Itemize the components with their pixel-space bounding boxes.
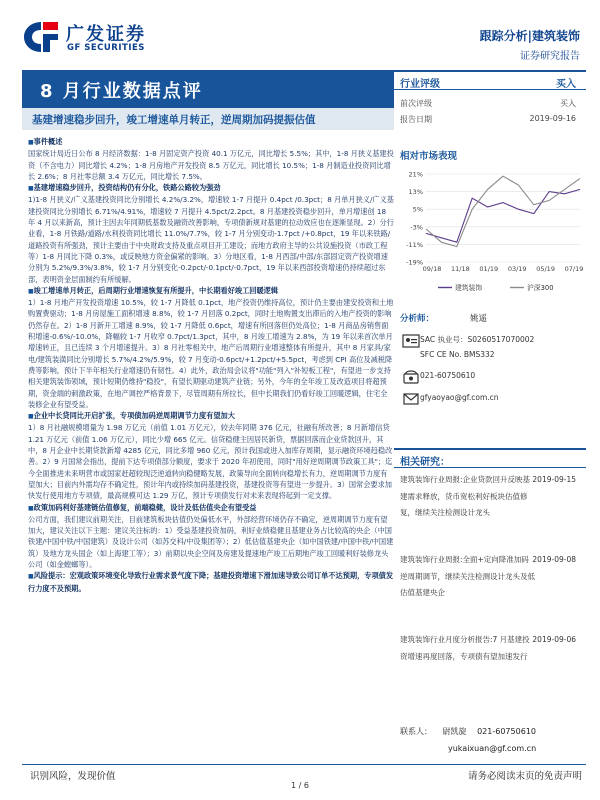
footer-slogan: 识别风险，发现价值: [30, 771, 116, 782]
x-tick-label: 01/19: [479, 265, 499, 273]
report-title: 8 月行业数据点评: [40, 81, 203, 102]
related-item[interactable]: [400, 472, 582, 522]
chart-svg: [394, 166, 586, 300]
related-item-title: 建筑装饰行业周报:企业贷款回升反映基建需求释放，货币宽松利好板块估值修复，继续关注检测设计龙头: [400, 475, 531, 517]
section-heading: ■ 竣工增速单月转正，后周期行业增速恢复有所提升，中长期看好竣工回暖逻辑: [28, 285, 394, 297]
related-item[interactable]: [400, 632, 582, 665]
gf-logo-mark-icon: [22, 20, 60, 54]
page-number: 1 / 6: [291, 781, 309, 790]
rating-header: [394, 70, 586, 90]
related-item-date: 2019-09-15: [532, 475, 576, 484]
contact-email[interactable]: yukaixuan@gf.com.cn: [448, 744, 537, 753]
analyst-block: [394, 306, 586, 456]
chart-title: 相对市场表现: [400, 151, 458, 162]
related-item-date: 2019-09-06: [532, 635, 576, 644]
x-tick-label: 07/19: [564, 265, 584, 273]
email-icon: [402, 390, 420, 408]
related-header: [394, 448, 586, 468]
analyst-label: 分析师：: [400, 314, 435, 324]
body-paragraph: 1）8 月社融规模增量为 1.98 万亿元（前值 1.01 万亿元），较去年同期 376 亿元，社融有所改善；8 月新增信贷 1.21 万亿元（前值 1.06 万亿元），同比少增 665 亿元。信贷稳健主因居民新贷，票据回落而企业贷款回升，其中，8 月企业中长期贷款新增 4285 亿元，同比多增 960 亿元，预计我国或进入加库存周期，显示融资环境趋稳改善。2）9 月国常会指出，提前下达专项债部分额度，要求于 2020 年初使用，同时"用好逆周期调节政策工具"；迄今全面推进未来明营市或国家赶超较现泛逆道转向稳健略发展，政策导向全面转向稳增长有力，逆周期调节力度有望加大；目前内外需均存不确定性，预计年内或持续加码基建投资，基建投资等有望进一步提升。3）国常会要求加快发行使用地方专项债，最高规模可达 1.29 万亿，预计专项债发行对未来表现将起到一定支撑。: [28, 423, 393, 501]
y-tick-label: 5%: [412, 205, 423, 214]
section-heading: ■ 事件概述: [28, 136, 394, 148]
sfc-number: SFC CE No. BMS332: [420, 350, 495, 359]
title-band: [22, 70, 394, 108]
y-tick-label: -3%: [410, 223, 423, 232]
contact-block: [400, 726, 586, 737]
report-date-label: 报告日期: [400, 115, 432, 124]
y-tick-label: -19%: [406, 258, 423, 267]
prev-rating-label: 前次评级: [400, 99, 432, 108]
x-tick-label: 05/19: [536, 265, 555, 273]
logo-en-text: GF SECURITIES: [67, 43, 145, 53]
rating-label: 行业评级: [400, 79, 440, 90]
report-category: 跟踪分析|建筑装饰: [479, 29, 580, 43]
phone-icon: [402, 368, 420, 386]
analyst-email[interactable]: gfyaoyao@gf.com.cn: [420, 393, 499, 402]
analyst-phone: 021-60750610: [420, 371, 476, 380]
body-paragraph: 国家统计局近日公布 8 月经济数据：1-8 月固定资产投资 40.1 万亿元，同比增长 5.5%；其中，1-8 月狭义基建投资（不含电力）同比增长 4.2%；1-8 月房地产开发投资 8.5 万亿元，同比增长 10.5%；1-8 月制造业投资同比增长 2.6%；8 月社零总额 3.4 万亿元，同比增长 7.5%。: [28, 149, 394, 181]
contact-name: 尉凯旋: [442, 727, 467, 736]
relative-performance-chart: [394, 166, 586, 300]
logo-cn-text: 广发证券: [66, 24, 146, 45]
related-item-date: 2019-09-08: [532, 555, 576, 564]
x-tick-label: 03/19: [507, 265, 527, 273]
report-date-value: 2019-09-16: [529, 114, 576, 123]
related-title: 相关研究：: [400, 457, 450, 468]
report-body: [28, 136, 394, 726]
contact-label: 联系人：: [400, 727, 432, 736]
y-tick-label: 13%: [408, 188, 423, 197]
related-item-title: 建筑装饰行业月度分析报告:7 月基建投资增速再度回落，专项债有望加速发行: [400, 635, 530, 661]
rating-value: 买入: [556, 79, 576, 90]
section-heading: ■ 风险提示：宏观政策环境变化导致行业需求景气度下降；基建投资增速下滑加速导致公司订单不达预期，专项债发行力度不及预期。: [28, 570, 394, 594]
analyst-name: 姚遥: [470, 314, 488, 324]
y-tick-label: 21%: [408, 170, 423, 179]
x-tick-label: 09/18: [422, 265, 442, 273]
related-item-title: 建筑装饰行业周报:全面+定向降准加码逆周期调节，继续关注检测设计龙头及低估值基建央企: [400, 555, 535, 597]
legend-label: 建筑装饰: [455, 284, 483, 292]
x-tick-label: 11/18: [451, 265, 470, 273]
body-paragraph: 1)1-8 月狭义/广义基建投资同比分别增长 4.2%/3.2%，增速较 1-7 月提升 0.4pct /0.3pct；8 月单月狭义/广义基建投资同比分别增长 6.71%/4.91%，增速较 7 月提升 4.5pct/2.2pct。8 月基建投资稳步回升，单月增速创 18 年 4 月以来新高，预计主因去年同期低基数及融资改善影响，专项债新规对基建的拉动效应也在逐渐显现。2）分行业看，1-8 月铁路/道路/水利投资同比增长 11.0%/7.7%，较 1-7 月分别变动-1.7pct /+0.8pct，19 年以来铁路/道路投资有所强劲，预计主要由于中央财政支持及重点项目开工建设；而地方政府主导的公共设施投资（市政工程等）1-8 月同比下降 0.3%，或反映地方资金偏紧的影响。3）分地区看，1-8 月西部/中部/东部固定资产投资增速分别为 5.2%/9.3%/3.8%，较 1-7 月分别变化-0.2pct/-0.1pct/-0.7pct，19 年以来西部投资增速仍持续超过东部，表明资金层面制约有所缓解。: [28, 195, 394, 284]
contact-phone: 021-60750610: [477, 727, 536, 736]
body-paragraph: 1）1-8 月地产开发投资增速 10.5%，较 1-7 月降低 0.1pct，地产投资仍维持高位，预计仍主要由建安投资和土地购置费驱动；1-8 月房屋施工面积增速 8.8%，较 1-7 月回落 0.2pct，同时土地购置支出滞后的入地产投资的影响仍然存在。2）1-8 月新开工增速 8.9%，较 1-7 月降低 0.6pct，增速有所回落但仍处高位；1-8 月商品房销售面积增速-0.6%/-10.0%，降幅较 1-7 月收窄 0.7pct/1.3pct，其中，8 月竣工增速为 2.8%，为 19 年以来首次单月增速转正，且已连续 3 个月增速提升。3）8 月社零相关中，地产后周期行业增速整体有所提升，其中 8 月家具/家电/建筑装潢同比分别增长 5.7%/4.2%/5.9%，较 7 月变动-0.6pct/+1.2pct/+5.5pct，考虑到 CPI 高位及减税降费等影响，预计下半年相关行业增速仍有韧性。4）此外，政治局会议将"功能"列入"补短板工程"，有望进一步支持相关建筑装饰领域，预计短期仍维持"稳投"，有望长期驱动建筑产业链；另外，今年的全年竣工及改造项目将超预期，资金端的刺激政策，在地产调控严格背景下，尽管周期有所拉长，但中长期我们仍看好竣工回暖逻辑，住宅全装修企业有望受益。: [28, 298, 394, 409]
sac-number: SAC 执业号：S0260517070002: [420, 335, 535, 344]
report-date-row: [400, 112, 582, 128]
id-card-icon: [402, 332, 420, 350]
footer-disclaimer: 请务必阅读末页的免责声明: [467, 771, 582, 782]
body-paragraph: 公司方面，我们建议前期关注，目前建筑板块估值仍处偏低水平，外部经营环境仍存不确定，逆周期调节力度有望加大，建议关注以下主题：建议关注标的：1）受益基建投资加码，利好业绩稳健且基建业务占比较高的央企（中国铁建/中国中铁/中国建筑）及设计公司（如苏交科/中设集团等）；2）低估值基建央企（如中国铁建/中国中铁/中国建筑）及地方龙头国企（如上海建工等）；3）前期以央企空间及房建及提速地产竣工后期地产竣工回暖利好装修龙头公司（如金螳螂等）。: [28, 514, 394, 569]
legend-label: 沪深300: [527, 284, 554, 292]
section-heading: ■ 企业中长贷同比开启扩张，专项债加码逆周期调节力度有望加大: [28, 410, 394, 422]
related-item[interactable]: [400, 552, 582, 602]
series-line-2: [426, 176, 580, 246]
section-heading: ■ 基建增速稳步回升，投资结构仍有分化，铁路公路较为强劲: [28, 182, 394, 194]
prev-rating-row: [400, 96, 582, 112]
gf-logo: [22, 18, 172, 58]
section-heading: ■ 政策加码利好基建链估值修复，前端稳健，设计及低估值央企有望受益: [28, 502, 394, 514]
y-tick-label: -11%: [406, 240, 423, 249]
page-header: [0, 0, 600, 66]
report-subtitle: 基建增速稳步回升，竣工增速单月转正，逆周期加码提振估值: [32, 114, 316, 126]
subtitle-band: [22, 108, 394, 130]
report-type: 证券研究报告: [520, 51, 580, 62]
prev-rating-value: 买入: [560, 99, 576, 108]
series-line-1: [426, 189, 580, 242]
footer-divider: [22, 764, 586, 765]
